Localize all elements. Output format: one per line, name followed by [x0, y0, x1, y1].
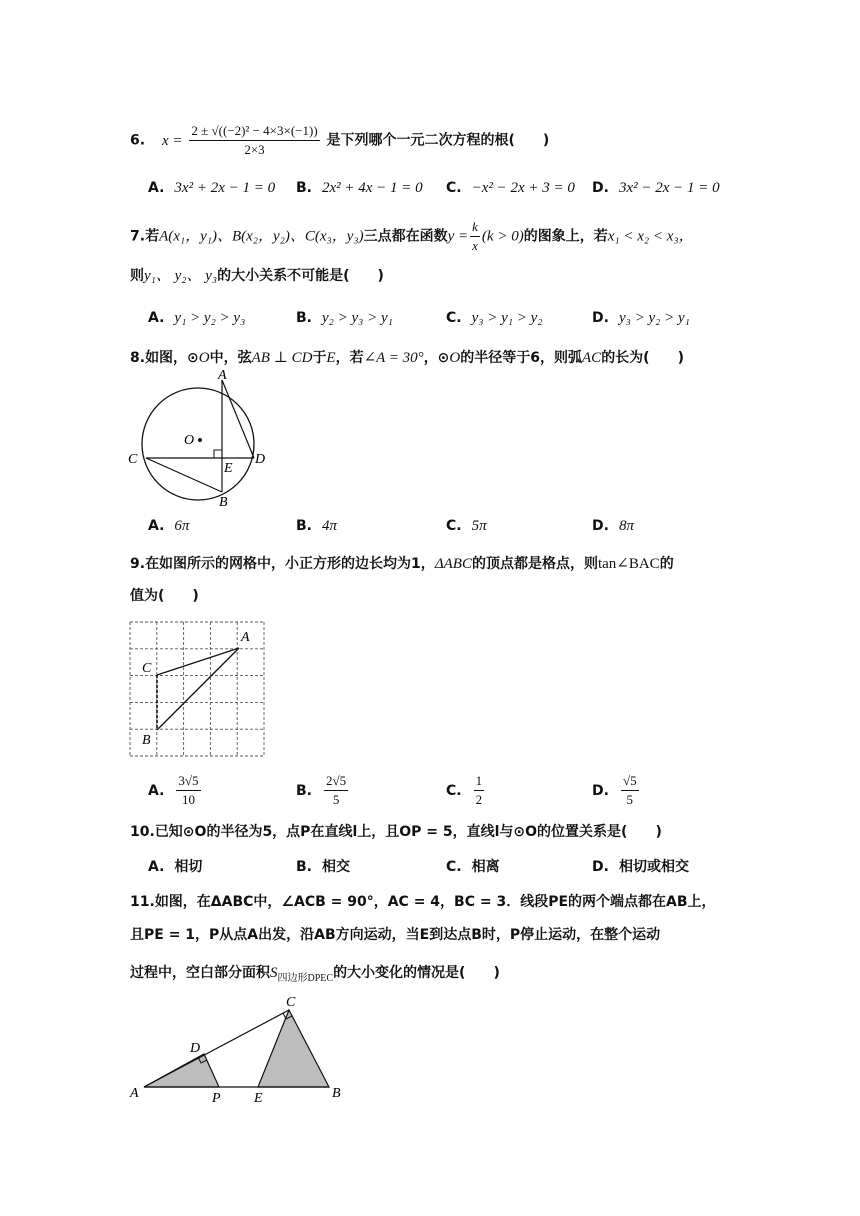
q7-text-e: 的大小关系不可能是( ) [217, 268, 384, 284]
q8-circle-figure [124, 368, 274, 514]
q11-line3-b: 的大小变化的情况是( ) [333, 965, 500, 981]
q6-option-c[interactable]: C. −x² − 2x + 3 = 0 [446, 180, 575, 196]
q8-option-c[interactable]: C. 5π [446, 518, 487, 534]
q9-grid-figure [128, 620, 268, 758]
segment-cb [146, 458, 222, 492]
label-a: A [241, 630, 250, 645]
q7-ys: y₁、 y₂、 y₃ [144, 268, 218, 284]
q8-text-c: 于 [312, 350, 327, 366]
q9-text-d: 值为( ) [130, 588, 199, 604]
question-11 [130, 891, 716, 911]
q8-o2: O [449, 350, 461, 366]
q7-func-num: k [470, 218, 480, 237]
q11-line3-a: 过程中，空白部分面积 [130, 965, 270, 981]
q8-chord: AB ⊥ CD [251, 350, 313, 366]
q8-option-b[interactable]: B. 4π [296, 518, 338, 534]
q9-option-a[interactable]: A. $\frac{3√5}{10}$ [148, 773, 199, 807]
segment-ad [222, 380, 254, 458]
q8-text-f: 的半径等于6，则弧 [460, 350, 583, 366]
label-d: D [190, 1041, 201, 1056]
q7-func-fraction [470, 218, 480, 255]
q7-order: x₁ < x₂ < x₃， [607, 228, 694, 245]
q8-text-g: 的长为( ) [601, 350, 684, 366]
q6-denominator: 2×3 [244, 142, 265, 157]
question-10-number: 10. [130, 824, 155, 840]
label-a: A [218, 368, 227, 383]
q9-text-a: 在如图所示的网格中，小正方形的边长均为1， [145, 556, 435, 572]
label-e: E [224, 461, 233, 476]
q10-option-b[interactable]: B. 相交 [296, 859, 350, 875]
q6-fraction [189, 122, 319, 159]
q7-option-a[interactable]: A. y₁ > y₂ > y₃ [148, 310, 246, 326]
label-c: C [128, 452, 138, 467]
question-6-number: 6. [130, 132, 146, 149]
label-b: B [219, 495, 228, 510]
q8-angle: ∠A = 30° [363, 350, 424, 366]
label-c: C [142, 661, 152, 676]
q8-option-a[interactable]: A. 6π [148, 518, 190, 534]
shaded-triangle-adp [144, 1054, 219, 1087]
question-9 [130, 553, 674, 573]
q8-e: E [326, 350, 336, 366]
q6-option-a[interactable]: A. 3x² + 2x − 1 = 0 [148, 180, 276, 196]
q9-option-d[interactable]: D. $\frac{√5}{5}$ [592, 773, 637, 807]
question-10 [130, 821, 662, 841]
q9-triangle: ΔABC [434, 556, 472, 572]
label-c: C [286, 995, 296, 1010]
q8-o1: O [198, 350, 210, 366]
q10-option-c[interactable]: C. 相离 [446, 859, 500, 875]
q9-text-c: 的 [659, 556, 674, 572]
q9-tan: tan∠BAC [597, 556, 660, 572]
segment-ba [157, 648, 239, 730]
question-9-number: 9. [130, 556, 146, 572]
q6-stem: 是下列哪个一元二次方程的根( ) [326, 132, 550, 149]
q7-option-b[interactable]: B. y₂ > y₃ > y₁ [296, 310, 393, 326]
q7-text-d: 则 [130, 268, 144, 284]
q9-option-b[interactable]: B. $\frac{2√5}{5}$ [296, 773, 347, 807]
question-6 [130, 122, 549, 159]
center-dot [198, 438, 202, 442]
label-p: P [212, 1091, 221, 1105]
q11-line1: 如图，在ΔABC中，∠ACB = 90°，AC = 4，BC = 3．线段PE的两个端点都在AB上， [154, 894, 716, 910]
q7-func-den: x [472, 238, 478, 253]
q9-text-b: 的顶点都是格点，则 [471, 556, 598, 572]
q7-points: A(x₁，y₁)、B(x₂，y₂)、C(x₃，y₃) [159, 228, 364, 245]
label-e: E [254, 1091, 263, 1105]
question-11-line3 [130, 962, 500, 984]
question-8-number: 8. [130, 350, 146, 366]
q6-option-b[interactable]: B. 2x² + 4x − 1 = 0 [296, 180, 423, 196]
q7-func-lhs: y = [447, 228, 469, 245]
q8-text-b: 中，弦 [209, 350, 252, 366]
segment-ca [157, 648, 239, 675]
q11-s: S [270, 965, 278, 981]
q8-text-a: 如图，⊙ [145, 350, 199, 366]
label-b: B [332, 1086, 341, 1101]
circle-o [142, 388, 254, 500]
q7-option-d[interactable]: D. y₃ > y₂ > y₁ [592, 310, 690, 326]
q7-text-c: 的图象上，若 [523, 228, 608, 245]
q8-option-d[interactable]: D. 8π [592, 518, 634, 534]
question-7-number: 7. [130, 228, 146, 245]
q6-option-d[interactable]: D. 3x² − 2x − 1 = 0 [592, 180, 720, 196]
question-11-line2 [130, 924, 660, 944]
q10-option-a[interactable]: A. 相切 [148, 859, 203, 875]
label-b: B [142, 733, 151, 748]
q8-text-e: ，⊙ [423, 350, 450, 366]
q11-triangle-figure [124, 990, 354, 1105]
label-a: A [130, 1086, 139, 1101]
question-8 [130, 347, 684, 367]
q10-stem: 已知⊙O的半径为5，点P在直线l上，且OP = 5，直线l与⊙O的位置关系是( ) [154, 824, 662, 840]
q8-arc: AC [582, 350, 602, 366]
label-d: D [255, 452, 266, 467]
question-7 [130, 218, 694, 255]
q7-text-a: 若 [145, 228, 160, 245]
right-angle-mark [214, 450, 222, 458]
q7-func-cond: (k > 0) [481, 228, 524, 245]
q7-option-c[interactable]: C. y₃ > y₁ > y₂ [446, 310, 543, 326]
q11-line2: 且PE = 1，P从点A出发，沿AB方向运动，当E到达点B时，P停止运动，在整个运动 [130, 927, 661, 943]
q6-lhs: x = [161, 132, 183, 149]
question-7-line2 [130, 264, 384, 285]
q6-numerator: 2 ± √((−2)² − 4×3×(−1)) [189, 122, 319, 141]
shaded-triangle-ecb [258, 1010, 329, 1087]
question-9-line2 [130, 585, 199, 605]
q11-s-sub: 四边形DPEC [277, 972, 334, 984]
question-11-number: 11. [130, 894, 155, 910]
label-o: O [184, 433, 195, 448]
q7-text-b: 三点都在函数 [363, 228, 448, 245]
q9-option-c[interactable]: C. $\frac{1}{2}$ [446, 773, 483, 807]
q10-option-d[interactable]: D. 相切或相交 [592, 859, 689, 875]
q8-text-d: ，若 [335, 350, 364, 366]
